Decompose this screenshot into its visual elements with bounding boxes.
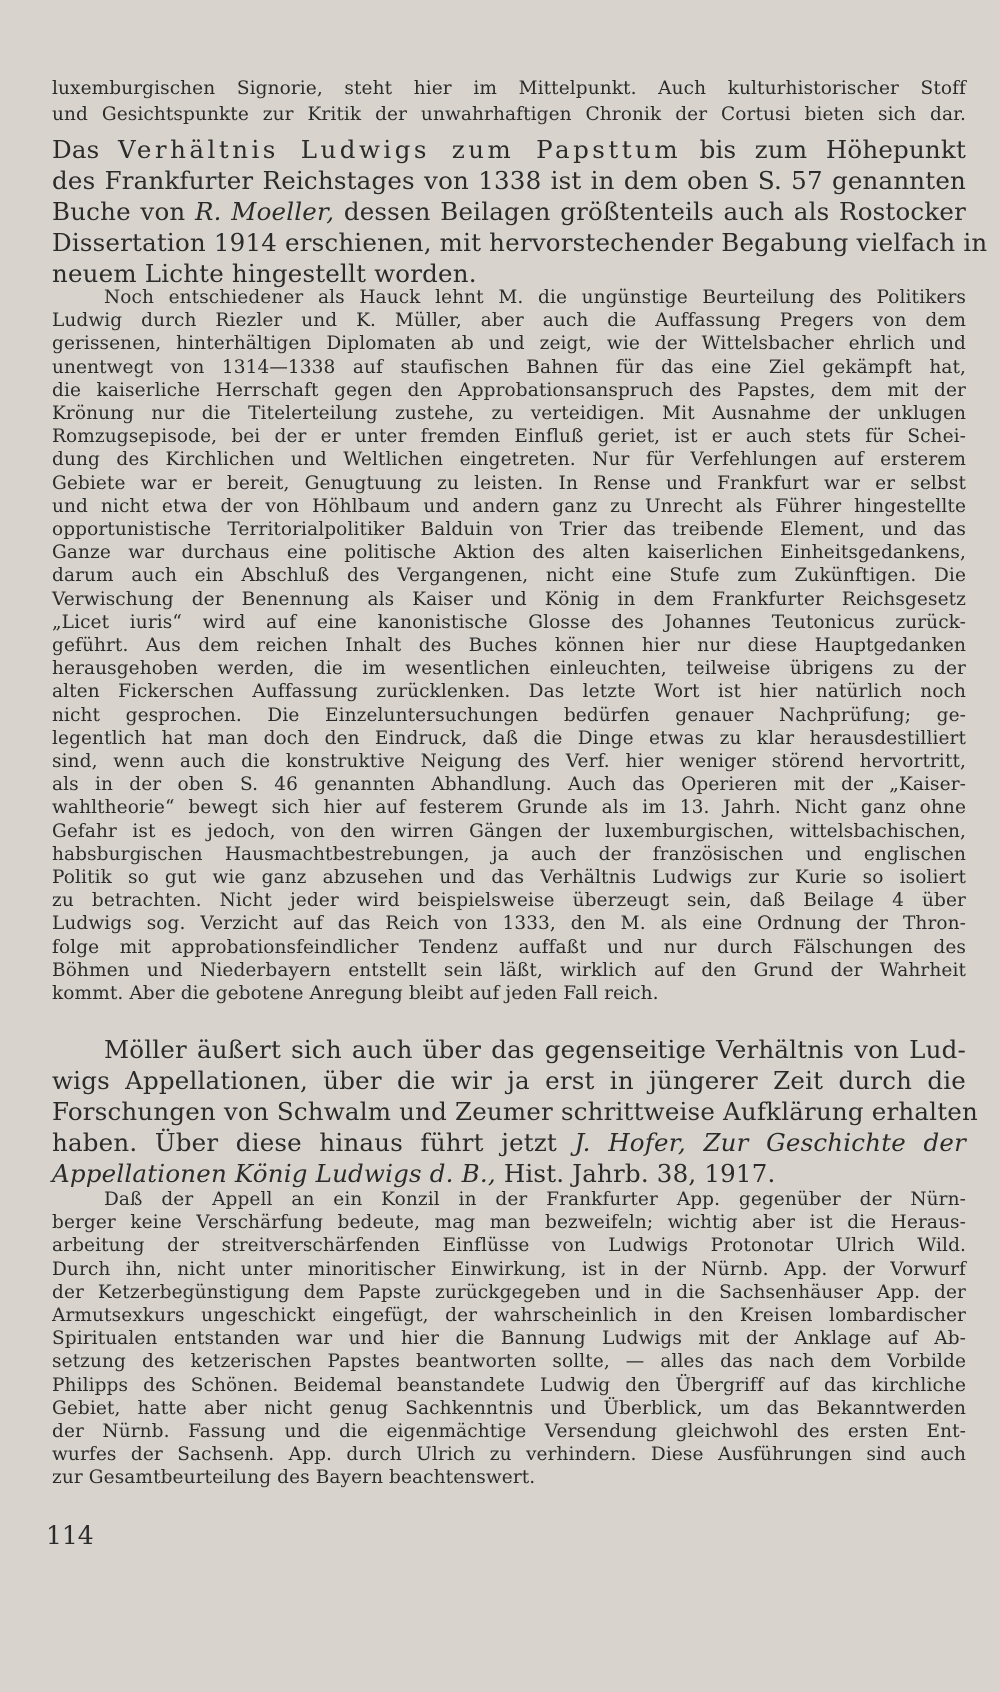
text-run: Buche von	[52, 197, 196, 226]
text-line: wahltheorie“ bewegt sich hier auf festerem Grunde als im 13. Jahrh. Nicht ganz ohne	[52, 797, 966, 819]
citation-title: Appellationen König Ludwigs d. B.,	[52, 1159, 496, 1188]
text-line: wurfes der Sachsenh. App. durch Ulrich zu verhindern. Diese Ausführungen sind auch	[52, 1444, 966, 1466]
text-line: kommt. Aber die gebotene Anregung bleibt auf jeden Fall reich.	[52, 983, 659, 1004]
text-line: setzung des ketzerischen Papstes beantworten sollte, — alles das nach dem Vorbilde	[52, 1351, 966, 1373]
text-line: Spiritualen entstanden war und hier die Bannung Ludwigs mit der Anklage auf Ab-	[52, 1328, 966, 1350]
text-line: und nicht etwa der von Höhlbaum und andern ganz zu Unrecht als Führer hingestellte	[52, 495, 966, 517]
text-line: Verwischung der Benennung als Kaiser und König in dem Frankfurter Reichsgesetz	[52, 588, 966, 610]
text-line	[52, 1128, 966, 1157]
text-line: der Nürnb. Fassung und die eigenmächtige Versendung gleichwohl des ersten Ent-	[52, 1421, 966, 1442]
text-line: Philipps des Schönen. Beidemal beanstandete Ludwig den Übergriff auf das kirchliche	[52, 1374, 966, 1396]
text-line: Durch ihn, nicht unter minoritischer Einwirkung, ist in der Nürnb. App. der Vorwurf	[52, 1258, 966, 1280]
text-line: habsburgischen Hausmachtbestrebungen, ja auch der französischen und englischen	[52, 843, 966, 865]
text-line: Forschungen von Schwalm und Zeumer schrittweise Aufklärung erhalten	[52, 1097, 978, 1126]
text-line: Möller äußert sich auch über das gegenseitige Verhältnis von Lud-	[104, 1035, 966, 1064]
text-line: „Licet iuris“ wird auf eine kanonistische Glosse des Johannes Teutonicus zurück-	[52, 611, 966, 633]
text-line: opportunistische Territorialpolitiker Balduin von Trier das treibende Element, und das	[52, 519, 966, 540]
text-line: arbeitung der streitverschärfenden Einflüsse von Ludwigs Protonotar Ulrich Wild.	[52, 1235, 966, 1257]
text-line: Ludwigs sog. Verzicht auf das Reich von 1333, den M. als eine Ordnung der Thron-	[52, 913, 966, 935]
text-line: alten Fickerschen Auffassung zurücklenken. Das letzte Wort ist hier natürlich noch	[52, 681, 966, 703]
text-line: zu betrachten. Nicht jeder wird beispielsweise überzeugt sein, daß Beilage 4 über	[52, 890, 966, 912]
text-run: haben. Über diese hinaus führt jetzt	[52, 1128, 575, 1157]
text-line: und Gesichtspunkte zur Kritik der unwahrhaftigen Chronik der Cortusi bieten sich dar.	[52, 104, 966, 125]
text-line: geführt. Aus dem reichen Inhalt des Buches können hier nur diese Hauptgedanken	[52, 635, 966, 656]
spaced-emphasis: Verhältnis Ludwigs zum Papsttum	[117, 135, 682, 164]
text-run: bis zum Höhepunkt	[681, 135, 966, 164]
text-line: folge mit approbationsfeindlicher Tendenz auffaßt und nur durch Fälschungen des	[52, 936, 966, 958]
text-line: gerissenen, hinterhältigen Diplomaten ab und zeigt, wie der Wittelsbacher ehrlich und	[52, 333, 966, 355]
text-line: als in der oben S. 46 genannten Abhandlung. Auch das Operieren mit der „Kaiser-	[52, 774, 966, 796]
text-line: herausgehoben werden, die im wesentlichen einleuchten, teilweise übrigens zu der	[52, 658, 966, 680]
text-line: Noch entschiedener als Hauck lehnt M. die ungünstige Beurteilung des Politikers	[104, 287, 966, 308]
citation-title: J. Hofer, Zur Geschichte der	[574, 1128, 967, 1157]
text-line: darum auch ein Abschluß des Vergangenen, nicht eine Stufe zum Zukünftigen. Die	[52, 565, 966, 587]
text-line	[52, 135, 966, 164]
text-line	[52, 197, 966, 226]
text-line: die kaiserliche Herrschaft gegen den Approbationsanspruch des Papstes, dem mit der	[52, 379, 966, 401]
text-line: dung des Kirchlichen und Weltlichen eingetreten. Nur für Verfehlungen auf ersterem	[52, 449, 966, 471]
text-line: Armutsexkurs ungeschickt eingefügt, der wahrscheinlich in den Kreisen lombardischer	[52, 1305, 966, 1326]
text-line: der Ketzerbegünstigung dem Papste zurückgegeben und in die Sachsenhäuser App. der	[52, 1281, 966, 1303]
author-name: R. Moeller,	[195, 197, 335, 226]
text-line: legentlich hat man doch den Eindruck, daß die Dinge etwas zu klar herausdestilliert	[52, 727, 966, 749]
text-line: Romzugsepisode, bei der er unter fremden Einfluß geriet, ist er auch stets für Schei-	[52, 426, 966, 448]
text-line: nicht gesprochen. Die Einzeluntersuchungen bedürfen genauer Nachprüfung; ge-	[52, 704, 966, 726]
text-line: Krönung nur die Titelerteilung zustehe, zu verteidigen. Mit Ausnahme der unklugen	[52, 403, 966, 424]
text-line: luxemburgischen Signorie, steht hier im Mittelpunkt. Auch kulturhistorischer Stoff	[52, 78, 966, 99]
text-line: Böhmen und Niederbayern entstellt sein läßt, wirklich auf den Grund der Wahrheit	[52, 959, 966, 981]
text-line: zur Gesamtbeurteilung des Bayern beachtenswert.	[52, 1467, 536, 1489]
text-line: wigs Appellationen, über die wir ja erst in jüngerer Zeit durch die	[52, 1066, 966, 1095]
text-line: Ludwig durch Riezler und K. Müller, aber auch die Auffassung Pregers von dem	[52, 310, 966, 332]
text-line: sind, wenn auch die konstruktive Neigung des Verf. hier weniger störend hervortritt,	[52, 751, 966, 772]
text-line: neuem Lichte hingestellt worden.	[52, 259, 477, 288]
text-line: Politik so gut wie ganz abzusehen und das Verhältnis Ludwigs zur Kurie so isoliert	[52, 867, 966, 888]
text-line: unentwegt von 1314—1338 auf staufischen Bahnen für das eine Ziel gekämpft hat,	[52, 356, 966, 378]
text-line: Gebiete war er bereit, Genugtuung zu leisten. In Rense und Frankfurt war er selbst	[52, 472, 966, 494]
text-line: Gefahr ist es jedoch, von den wirren Gängen der luxemburgischen, wittelsbachischen,	[52, 820, 966, 842]
text-line: des Frankfurter Reichstages von 1338 ist in dem oben S. 57 genannten	[52, 166, 966, 195]
text-line: Daß der Appell an ein Konzil in der Frankfurter App. gegenüber der Nürn-	[104, 1189, 966, 1210]
text-line: Gebiet, hatte aber nicht genug Sachkenntnis und Überblick, um das Bekanntwerden	[52, 1397, 966, 1419]
text-line: Dissertation 1914 erschienen, mit hervorstechender Begabung vielfach in	[52, 228, 988, 257]
text-run: Das	[52, 135, 118, 164]
text-line	[52, 1159, 966, 1188]
text-line: Ganze war durchaus eine politische Aktion des alten kaiserlichen Einheitsgedankens,	[52, 542, 966, 564]
text-run: dessen Beilagen größtenteils auch als Rostocker	[334, 197, 966, 226]
text-line: berger keine Verschärfung bedeute, mag man bezweifeln; wichtig aber ist die Heraus-	[52, 1212, 966, 1234]
page-number: 114	[46, 1521, 94, 1550]
text-run: Hist. Jahrb. 38, 1917.	[495, 1159, 776, 1188]
